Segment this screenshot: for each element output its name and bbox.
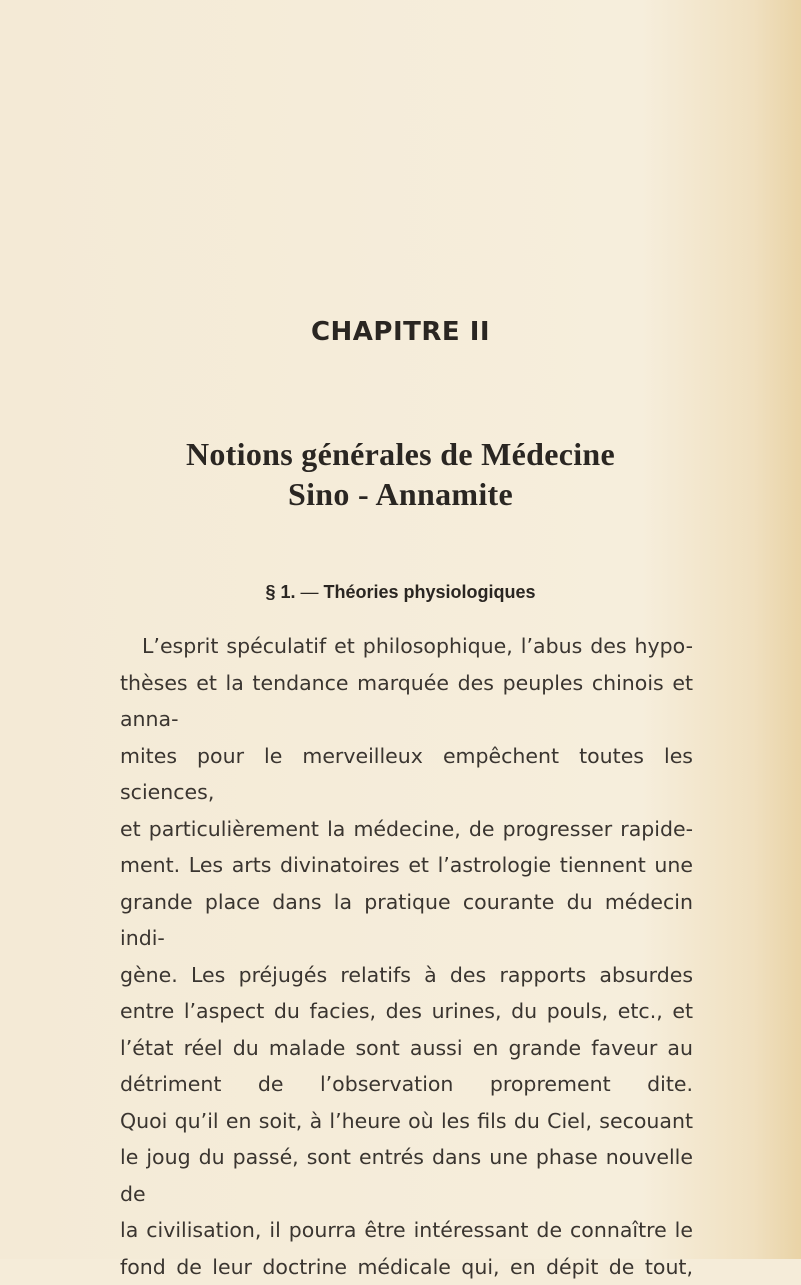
paragraph: Quoi qu’il en soit, à l’heure où les fils du Ciel, secouant le joug du passé, sont entrés dans une phase nouvelle de la civilisation, il pourra être intéressant de connaître le fond de leur doctrine médicale qui, en dépit de tout, [120, 1103, 693, 1285]
chapter-title-line-2: Sino - Annamite [0, 476, 801, 513]
section-dash: — [300, 582, 318, 602]
paragraph: L’esprit spéculatif et philosophique, l’abus des hypo- thèses et la tendance marquée des peuples chinois et anna- mites pour le merveilleux empêchent toutes les sciences, et particulièrement la médecine, de progresser rapide- ment. Les arts divinatoires et l’astrologie tiennent une grande place dans la pratique courante du médecin indi- gène. Les préjugés relatifs à des rapports absurdes entre l’aspect du facies, des urines, du pouls, etc., et l’état réel du malade sont aussi en grande faveur au détriment de l’observation proprement dite. [120, 628, 693, 1103]
section-number: § 1. [265, 582, 295, 602]
section-title: Théories physiologiques [324, 582, 536, 602]
body-text [120, 628, 693, 1285]
chapter-heading: CHAPITRE II [0, 317, 801, 347]
chapter-title-line-1: Notions générales de Médecine [0, 436, 801, 473]
section-heading [0, 582, 801, 603]
